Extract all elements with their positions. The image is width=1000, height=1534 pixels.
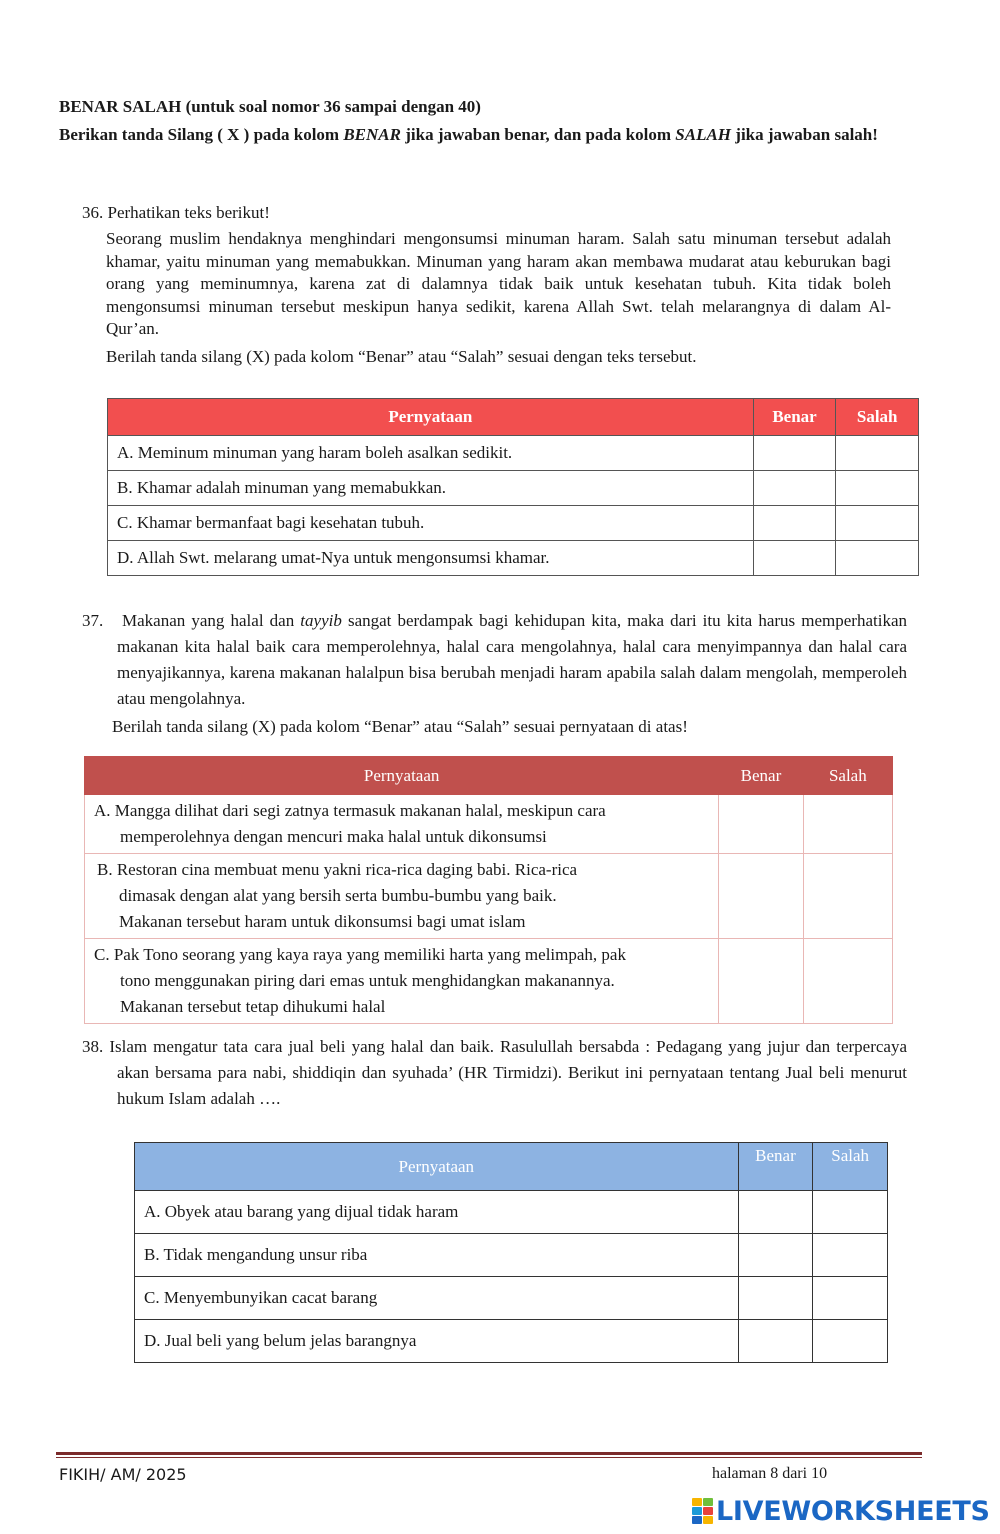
footer-divider <box>56 1452 922 1455</box>
statement-cell: D. Allah Swt. melarang umat-Nya untuk mengonsumsi khamar. <box>108 541 754 576</box>
footer-divider-thin <box>56 1457 922 1458</box>
salah-checkbox-cell[interactable] <box>813 1277 888 1320</box>
statement-cell: C. Pak Tono seorang yang kaya raya yang memiliki harta yang melimpah, pak tono menggunakan piring dari emas untuk menghidangkan makanannya. Makanan tersebut tetap dihukumi halal <box>85 939 719 1024</box>
column-header-benar: Benar <box>753 399 836 436</box>
benar-checkbox-cell[interactable] <box>719 939 803 1024</box>
statement-cell: C. Khamar bermanfaat bagi kesehatan tubuh. <box>108 506 754 541</box>
column-header-salah: Salah <box>803 757 892 795</box>
table-row <box>135 1320 888 1363</box>
table-row <box>135 1277 888 1320</box>
salah-checkbox-cell[interactable] <box>813 1320 888 1363</box>
question-37-paragraph: Makanan yang halal dan tayyib sangat berdampak bagi kehidupan kita, maka dari itu kita harus memperhatikan makanan kita halal baik cara memperolehnya, halal cara mengolahnya, halal cara menyimpannya dan halal cara menyajikannya, karena makanan halalpun bisa berubah menjadi haram apabila salah dalam mengolah, memperoleh atau mengolahnya. <box>117 611 907 708</box>
question-36-heading: 36. Perhatikan teks berikut! <box>82 203 270 222</box>
table-row <box>135 1191 888 1234</box>
table-row <box>85 939 893 1024</box>
section-instruction: Berikan tanda Silang ( X ) pada kolom BENAR jika jawaban benar, dan pada kolom SALAH jika jawaban salah! <box>59 125 878 144</box>
benar-checkbox-cell[interactable] <box>719 795 803 854</box>
statement-cell: B. Khamar adalah minuman yang memabukkan. <box>108 471 754 506</box>
salah-checkbox-cell[interactable] <box>836 436 919 471</box>
column-header-benar: Benar <box>719 757 803 795</box>
table-row <box>108 436 919 471</box>
benar-checkbox-cell[interactable] <box>738 1191 813 1234</box>
benar-checkbox-cell[interactable] <box>753 506 836 541</box>
salah-checkbox-cell[interactable] <box>813 1191 888 1234</box>
column-header-pernyataan: Pernyataan <box>85 757 719 795</box>
salah-checkbox-cell[interactable] <box>803 854 892 939</box>
salah-checkbox-cell[interactable] <box>836 541 919 576</box>
liveworksheets-logo-icon <box>692 1498 713 1524</box>
question-36-table <box>107 398 919 576</box>
salah-checkbox-cell[interactable] <box>836 471 919 506</box>
section-title: BENAR SALAH (untuk soal nomor 36 sampai dengan 40) <box>59 97 481 116</box>
question-36-paragraph: Seorang muslim hendaknya menghindari mengonsumsi minuman haram. Salah satu minuman tersebut adalah khamar, yaitu minuman yang memabukkan. Minuman yang haram akan membawa mudarat atau keburukan bagi orang yang meminumnya, karena zat di dalamnya tidak baik untuk kesehatan tubuh. Kita tidak boleh mengonsumsi minuman tersebut meskipun hanya sedikit, karena Allah Swt. telah melarangnya di dalam Al-Qur’an. <box>106 229 891 338</box>
question-37-table <box>84 756 893 1024</box>
benar-checkbox-cell[interactable] <box>753 471 836 506</box>
salah-checkbox-cell[interactable] <box>803 939 892 1024</box>
salah-checkbox-cell[interactable] <box>803 795 892 854</box>
column-header-benar: Benar <box>738 1143 813 1191</box>
column-header-pernyataan: Pernyataan <box>108 399 754 436</box>
statement-cell: B. Tidak mengandung unsur riba <box>135 1234 739 1277</box>
table-row <box>85 854 893 939</box>
benar-checkbox-cell[interactable] <box>738 1234 813 1277</box>
statement-cell: A. Mangga dilihat dari segi zatnya termasuk makanan halal, meskipun cara memperolehnya dengan mencuri maka halal untuk dikonsumsi <box>85 795 719 854</box>
salah-checkbox-cell[interactable] <box>813 1234 888 1277</box>
table-row <box>108 541 919 576</box>
liveworksheets-brand <box>692 1496 990 1526</box>
salah-checkbox-cell[interactable] <box>836 506 919 541</box>
column-header-salah: Salah <box>813 1143 888 1191</box>
question-37-instruction: Berilah tanda silang (X) pada kolom “Benar” atau “Salah” sesuai pernyataan di atas! <box>112 717 688 736</box>
statement-cell: A. Obyek atau barang yang dijual tidak haram <box>135 1191 739 1234</box>
liveworksheets-wordmark: LIVEWORKSHEETS <box>716 1495 990 1527</box>
benar-checkbox-cell[interactable] <box>719 854 803 939</box>
column-header-pernyataan: Pernyataan <box>135 1143 739 1191</box>
benar-checkbox-cell[interactable] <box>738 1320 813 1363</box>
benar-checkbox-cell[interactable] <box>753 541 836 576</box>
question-36-instruction: Berilah tanda silang (X) pada kolom “Benar” atau “Salah” sesuai dengan teks tersebut. <box>106 347 697 366</box>
footer-course-code: FIKIH/ AM/ 2025 <box>59 1465 187 1484</box>
question-38-table <box>134 1142 888 1363</box>
question-38-paragraph: 38. Islam mengatur tata cara jual beli yang halal dan baik. Rasulullah bersabda : Pedagang yang jujur dan terpercaya akan bersama para nabi, shiddiqin dan syuhada’ (HR Tirmidzi). Berikut ini pernyataan tentang Jual beli menurut hukum Islam adalah …. <box>82 1037 907 1108</box>
benar-checkbox-cell[interactable] <box>753 436 836 471</box>
statement-cell: B. Restoran cina membuat menu yakni rica-rica daging babi. Rica-rica dimasak dengan alat yang bersih serta bumbu-bumbu yang baik. Makanan tersebut haram untuk dikonsumsi bagi umat islam <box>85 854 719 939</box>
benar-checkbox-cell[interactable] <box>738 1277 813 1320</box>
question-37-number: 37. <box>82 611 104 630</box>
column-header-salah: Salah <box>836 399 919 436</box>
statement-cell: A. Meminum minuman yang haram boleh asalkan sedikit. <box>108 436 754 471</box>
table-row <box>108 471 919 506</box>
footer-page-number: halaman 8 dari 10 <box>712 1465 828 1482</box>
statement-cell: C. Menyembunyikan cacat barang <box>135 1277 739 1320</box>
table-row <box>108 506 919 541</box>
table-row <box>85 795 893 854</box>
statement-cell: D. Jual beli yang belum jelas barangnya <box>135 1320 739 1363</box>
table-row <box>135 1234 888 1277</box>
